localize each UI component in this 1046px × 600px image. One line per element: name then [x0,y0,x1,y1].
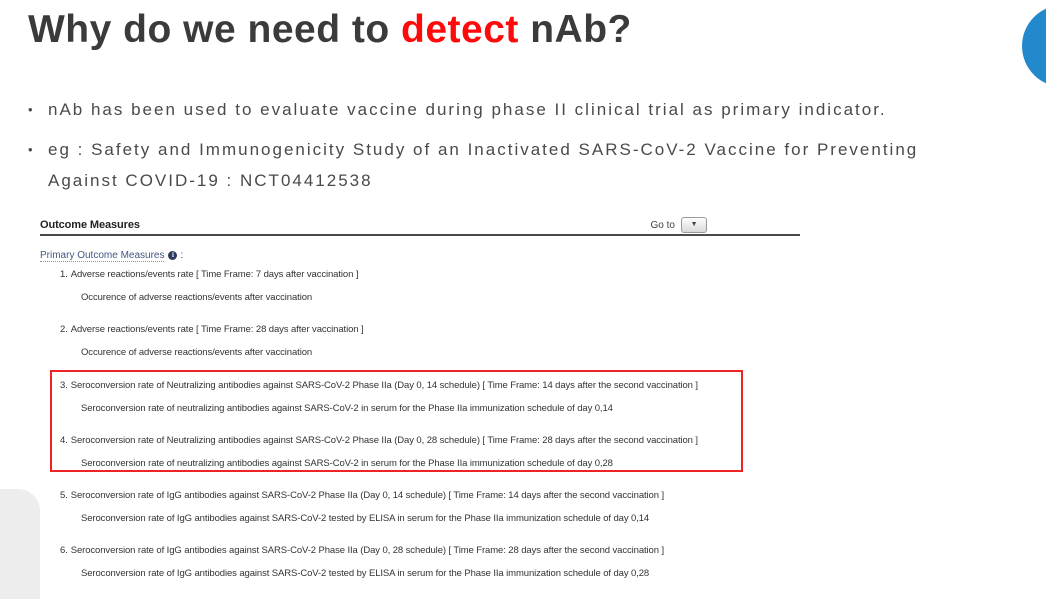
outcome-item-desc: Seroconversion rate of neutralizing antibodies against SARS-CoV-2 in serum for the Phase IIa immunization schedule of day 0,14 [81,403,613,414]
bullet-1-text: nAb has been used to evaluate vaccine during phase II clinical trial as primary indicator. [48,100,887,119]
goto-dropdown[interactable] [681,217,707,233]
outcome-item-desc: Seroconversion rate of neutralizing antibodies against SARS-CoV-2 in serum for the Phase IIa immunization schedule of day 0,28 [81,458,613,469]
outcome-item-6 [60,545,800,580]
bullet-item-1 [28,94,887,125]
outcome-item-2 [60,324,800,359]
outcome-item-title [60,380,733,392]
outcome-item-title-text: Adverse reactions/events rate [ Time Frame: 7 days after vaccination ] [70,269,359,280]
bullet-2-line-2: Against COVID-19 : NCT04412538 [48,171,373,190]
outcome-item-title [60,269,800,281]
primary-outcome-link[interactable]: Primary Outcome Measures [40,249,165,261]
outcome-measures-panel [40,219,800,600]
title-suffix: nAb? [518,8,632,51]
title-highlight: detect [401,8,519,51]
outcome-header-title: Outcome Measures [40,219,140,231]
outcome-item-title-text: Seroconversion rate of Neutralizing antibodies against SARS-CoV-2 Phase IIa (Day 0, 14 schedule) [ Time Frame: 14 days after the second vaccination ] [70,380,698,391]
outcome-item-title-text: Adverse reactions/events rate [ Time Frame: 28 days after vaccination ] [70,324,364,335]
bullet-2-line-1: eg : Safety and Immunogenicity Study of an Inactivated SARS-CoV-2 Vaccine for Preventing [48,140,919,159]
outcome-item-3 [60,380,733,415]
outcome-item-number: 6. [60,545,68,556]
outcome-item-number: 1. [60,269,68,280]
outcome-item-title-text: Seroconversion rate of Neutralizing antibodies against SARS-CoV-2 Phase IIa (Day 0, 28 schedule) [ Time Frame: 28 days after the second vaccination ] [70,435,698,446]
goto-label: Go to [650,219,675,231]
primary-outcome-colon: : [180,250,184,261]
outcome-item-1 [60,269,800,304]
outcome-item-desc: Occurence of adverse reactions/events after vaccination [81,347,313,358]
outcome-item-title [60,324,800,336]
bullet-marker: • [28,142,35,157]
info-icon[interactable]: i [168,251,177,260]
outcome-item-title [60,435,733,447]
outcome-item-number: 5. [60,490,68,501]
outcome-item-desc: Occurence of adverse reactions/events after vaccination [81,292,313,303]
primary-outcome-row [40,249,800,262]
bullet-item-2 [28,134,918,196]
outcome-item-number: 2. [60,324,68,335]
outcome-item-4 [60,435,733,470]
accent-circle [1022,5,1046,87]
outcome-panel-header [40,219,800,236]
outcome-list [40,269,800,580]
outcome-item-desc: Seroconversion rate of IgG antibodies against SARS-CoV-2 tested by ELISA in serum for the Phase IIa immunization schedule of day 0,28 [81,568,650,579]
outcome-item-title [60,545,800,557]
outcome-item-number: 3. [60,380,68,391]
outcome-item-title [60,490,800,502]
outcome-item-number: 4. [60,435,68,446]
title-prefix: Why do we need to [28,8,402,51]
outcome-item-title-text: Seroconversion rate of IgG antibodies against SARS-CoV-2 Phase IIa (Day 0, 14 schedule) [ Time Frame: 14 days after the second vaccination ] [70,490,664,501]
bullet-marker: • [28,102,35,117]
corner-tab-shape [0,489,40,599]
red-annotation-box [50,370,743,472]
outcome-item-5 [60,490,800,525]
outcome-item-desc: Seroconversion rate of IgG antibodies against SARS-CoV-2 tested by ELISA in serum for the Phase IIa immunization schedule of day 0,14 [81,513,650,524]
chevron-down-icon: ▼ [690,221,698,228]
outcome-item-title-text: Seroconversion rate of IgG antibodies against SARS-CoV-2 Phase IIa (Day 0, 28 schedule) [ Time Frame: 28 days after the second vaccination ] [70,545,664,556]
goto-group [651,217,707,233]
page-title [28,8,632,52]
